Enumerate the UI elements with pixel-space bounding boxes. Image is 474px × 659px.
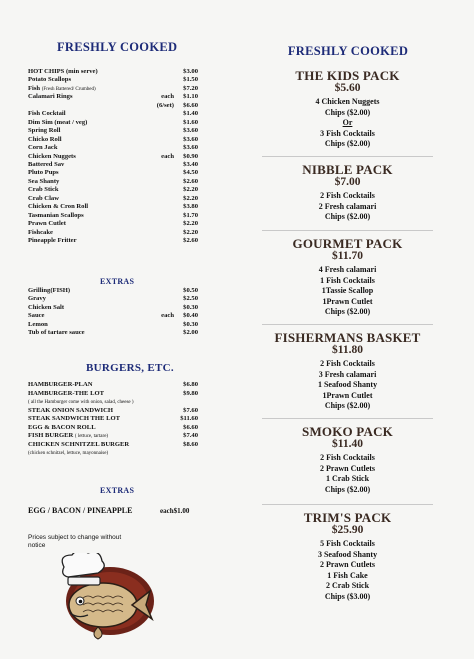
pack-component: 1 Seafood Shanty (317, 380, 378, 390)
item-name-text: EGG & BACON ROLL (28, 423, 96, 431)
item-price: $3.40 (183, 160, 198, 168)
item-prefix: (6/set) (156, 101, 174, 109)
item-price: $7.60 (183, 406, 198, 414)
item-name-text: Gravy (28, 295, 46, 303)
pack-price: $5.60 (334, 82, 361, 94)
item-name (28, 237, 77, 245)
item-price: $1.50 (183, 76, 198, 84)
item-price: $3.60 (183, 127, 198, 135)
menu-item-row (28, 212, 198, 220)
item-name-text: Sauce (28, 312, 45, 320)
item-price: $8.60 (183, 440, 198, 448)
pack-component: 4 Chicken Nuggets (315, 97, 380, 106)
item-price: $7.20 (183, 84, 198, 92)
menu-item-row (28, 102, 198, 110)
item-price: $0.40 (183, 312, 198, 320)
menu-item-row (28, 390, 198, 398)
item-name-text: Pineapple Fritter (28, 237, 77, 244)
pack-component: Chips ($2.00) (324, 212, 371, 222)
item-note: (chicken schnitzel, lettuce, mayonnaise) (28, 451, 109, 457)
item-price: $3.60 (183, 135, 198, 143)
item-name-text: Pluto Pups (28, 169, 59, 177)
item-prefix: each (161, 152, 174, 160)
pack-component: 2 Crab Stick (325, 581, 370, 591)
left-heading: FRESHLY COOKED (57, 40, 178, 54)
pack-title: NIBBLE PACK (302, 162, 393, 177)
pack-component: Or (342, 118, 353, 128)
pack-divider (262, 324, 433, 325)
extras2-item-price: each$1.00 (160, 507, 190, 515)
item-name-text: Crab Claw (28, 194, 59, 202)
menu-item-row (28, 449, 198, 457)
item-name-text: HAMBURGER-PLAN (28, 381, 93, 388)
pack-component: 1 Crab Stick (325, 474, 370, 484)
pack-component: Chips ($2.00) (324, 307, 371, 317)
menu-item-row (28, 287, 198, 295)
item-name (28, 229, 53, 237)
item-price: $0.50 (183, 287, 198, 294)
menu-item-row (28, 119, 198, 127)
item-name (28, 195, 59, 203)
item-name (28, 329, 85, 337)
menu-item-row (28, 195, 198, 203)
item-price: $0.30 (183, 320, 198, 328)
item-name (28, 381, 92, 389)
item-name (28, 220, 66, 228)
item-name (28, 110, 66, 118)
item-name (28, 127, 60, 135)
pack-component: 2 Prawn Cutlets (319, 560, 376, 570)
pack-component: 1Prawn Cutlet (322, 296, 373, 306)
item-name (28, 144, 58, 152)
item-price: $2.20 (183, 228, 198, 236)
pack-title: THE KIDS PACK (295, 68, 400, 83)
item-name (28, 424, 96, 432)
item-price: $2.50 (183, 295, 198, 303)
pack-divider (262, 230, 433, 231)
menu-item-row (28, 85, 198, 93)
menu-item-row (28, 329, 198, 337)
item-name (28, 415, 120, 423)
item-price: $1.40 (183, 110, 198, 118)
item-note: (Fresh Battered/ Crumbed) (41, 86, 96, 92)
item-price: $3.00 (183, 68, 198, 75)
pack-price: $11.70 (332, 250, 363, 262)
pack-component: 1Tassie Scallop (321, 286, 374, 296)
menu-item-row (28, 304, 198, 312)
item-name (28, 441, 129, 449)
pack-component: Chips ($2.00) (324, 484, 371, 494)
pack-title: GOURMET PACK (292, 236, 403, 251)
pack-component: 1Prawn Cutlet (322, 390, 373, 400)
item-prefix: each (161, 93, 174, 101)
item-note: ( all the Hamburger come with onion, salad, cheese ) (28, 400, 134, 406)
menu-item-row (28, 424, 198, 432)
item-name (28, 178, 59, 186)
item-name-text: STEAK SANDWICH THE LOT (28, 415, 121, 423)
item-price: $4.50 (183, 169, 198, 177)
pack-price: $11.40 (332, 438, 363, 450)
pack-component: 2 Fresh calamari (318, 201, 377, 211)
item-price: $11.60 (180, 415, 198, 423)
pack-component: 5 Fish Cocktails (320, 539, 375, 548)
burgers-heading: BURGERS, ETC. (86, 362, 174, 374)
menu-item-row (28, 321, 198, 329)
right-heading: FRESHLY COOKED (287, 44, 409, 58)
pack-divider (262, 156, 433, 157)
item-name-text: HOT CHIPS (min serve) (28, 68, 98, 75)
item-name-text: Chicken & Cron Roll (28, 203, 89, 211)
item-name (28, 93, 73, 101)
item-name-text: Sea Shanty (28, 177, 60, 185)
item-name (28, 186, 59, 194)
menu-item-row (28, 229, 198, 237)
item-name-text: Potato Scallops (28, 76, 72, 84)
menu-item-row (28, 415, 198, 423)
menu-item-row (28, 398, 198, 406)
extras-heading: EXTRAS (100, 277, 135, 286)
menu-item-row (28, 76, 198, 84)
menu-item-row (28, 295, 198, 303)
extras2-heading: EXTRAS (100, 486, 135, 495)
item-price: $0.30 (183, 303, 198, 311)
item-name (28, 136, 62, 144)
pack-component: 4 Fresh calamari (318, 265, 377, 274)
item-price: $6.60 (183, 423, 198, 431)
item-name-text: Spring Roll (28, 127, 61, 135)
menu-item-row (28, 203, 198, 211)
menu-item-row (28, 186, 198, 194)
item-name (28, 68, 98, 76)
extras2-item-name: EGG / BACON / PINEAPPLE (28, 506, 133, 515)
menu-item-row (28, 178, 198, 186)
pack-price: $25.90 (331, 524, 364, 536)
menu-item-row (28, 93, 198, 101)
item-name (28, 119, 87, 127)
pack-component: Chips ($2.00) (324, 401, 371, 411)
pack-component: 3 Seafood Shanty (317, 549, 378, 559)
menu-item-row (28, 161, 198, 169)
item-price: $2.20 (183, 186, 198, 194)
item-price: $6.80 (183, 381, 198, 388)
item-name-text: Tub of tartare sauce (28, 329, 85, 336)
item-name-text: Crab Stick (28, 186, 59, 194)
item-name-text: Fish (28, 84, 41, 92)
menu-item-row (28, 144, 198, 152)
chef-fish-logo-icon (28, 553, 156, 641)
pack-divider (262, 504, 433, 505)
pack-title: FISHERMANS BASKET (274, 330, 421, 345)
item-name-text: Chicko Roll (28, 135, 62, 143)
menu-item-row (28, 169, 198, 177)
item-name-text: HAMBURGER-THE LOT (28, 389, 105, 397)
pack-price: $11.80 (332, 344, 363, 356)
item-name (28, 295, 46, 303)
pack-component: 1 Fish Cocktails (320, 275, 375, 285)
item-name (28, 304, 64, 312)
item-name-text: Fishcake (28, 228, 53, 236)
item-name (28, 203, 88, 211)
item-price: $2.00 (183, 329, 198, 336)
menu-item-row (28, 127, 198, 135)
menu-item-row (28, 312, 198, 320)
pack-component: 2 Fish Cocktails (320, 359, 375, 368)
item-price: $2.60 (183, 177, 198, 185)
item-name-text: CHICKEN SCHNITZEL BURGER (28, 440, 130, 448)
menu-item-row (28, 136, 198, 144)
menu-item-row (28, 237, 198, 245)
menu-item-row (28, 441, 198, 449)
item-price: $7.40 (183, 432, 198, 440)
menu-item-row (28, 381, 198, 389)
price-notice: Prices subject to change without notice (28, 534, 122, 549)
item-price: $1.10 (183, 93, 198, 101)
item-name (28, 390, 104, 398)
item-name-text: Corn Jack (28, 144, 58, 152)
item-price: $3.80 (183, 203, 198, 211)
pack-component: Chips ($3.00) (324, 592, 371, 601)
item-name-text: Battered Sav (28, 160, 65, 168)
item-name-text: Prawn Cutlet (28, 220, 66, 228)
item-price: $2.20 (183, 220, 198, 228)
item-name-text: Dim Sim (meat / veg) (28, 118, 88, 126)
item-price: $6.60 (183, 101, 198, 109)
item-name (28, 407, 113, 415)
pack-component: Chips ($2.00) (324, 139, 371, 149)
pack-component: 2 Prawn Cutlets (319, 463, 376, 473)
menu-item-row (28, 153, 198, 161)
item-price: $1.60 (183, 118, 198, 126)
menu-item-row (28, 68, 198, 76)
pack-component: 3 Fresh calamari (318, 369, 377, 379)
pack-component: 1 Fish Cake (327, 570, 368, 580)
item-name-text: Fish Cocktail (28, 110, 66, 118)
item-name (28, 161, 64, 169)
pack-title: SMOKO PACK (302, 424, 393, 439)
pack-component: 2 Fish Cocktails (320, 453, 375, 462)
item-name (28, 449, 108, 458)
item-name (28, 287, 70, 295)
pack-title: TRIM'S PACK (303, 510, 392, 525)
item-price: $0.90 (183, 152, 198, 160)
item-name-text: Lemon (28, 320, 48, 328)
item-price: $3.60 (183, 144, 198, 152)
item-price: $2.60 (183, 237, 198, 244)
menu-item-row (28, 220, 198, 228)
item-note: ( lettuce, tartare) (74, 434, 109, 440)
item-price: $9.80 (183, 389, 198, 397)
item-name-text: Grilling(FISH) (28, 287, 71, 294)
pack-component: 3 Fish Cocktails (320, 128, 375, 138)
item-name (28, 312, 44, 320)
pack-price: $7.00 (334, 176, 361, 188)
menu-item-row (28, 432, 198, 440)
item-name (28, 169, 59, 177)
pack-component: 2 Fish Cocktails (320, 191, 375, 200)
item-name (28, 321, 48, 329)
item-name (28, 153, 76, 161)
item-name-text: FISH BURGER (28, 432, 74, 440)
item-price: $2.20 (183, 194, 198, 202)
item-name (28, 212, 84, 220)
item-price: $1.70 (183, 211, 198, 219)
item-name-text: Chicken Salt (28, 303, 65, 311)
menu-item-row (28, 110, 198, 118)
pack-divider (262, 418, 433, 419)
item-name (28, 76, 71, 84)
item-name-text: Calamari Rings (28, 93, 73, 101)
item-name-text: Chicken Nuggets (28, 152, 76, 160)
item-name-text: STEAK ONION SANDWICH (28, 406, 114, 414)
item-name-text: Tasmanian Scallops (28, 211, 84, 219)
item-prefix: each (161, 312, 174, 320)
pack-component: Chips ($2.00) (324, 107, 371, 117)
menu-item-row (28, 407, 198, 415)
